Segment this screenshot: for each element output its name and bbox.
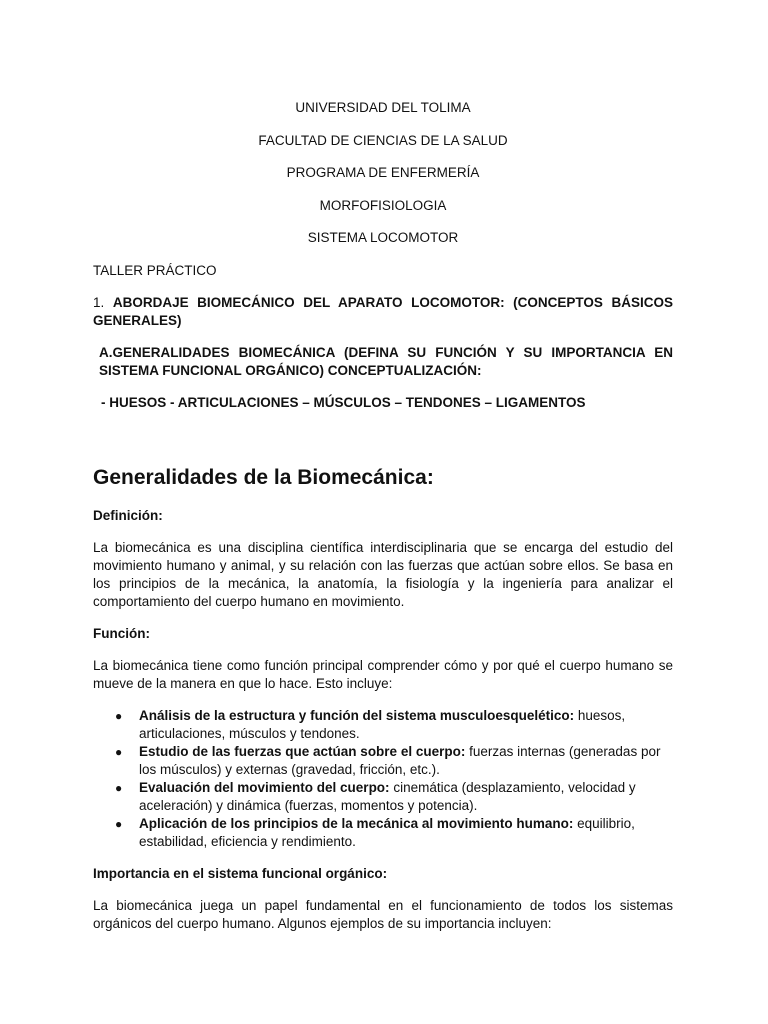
funcion-text: La biomecánica tiene como función principal comprender cómo y por qué el cuerpo humano se mueve de la manera en que lo hace. Esto incluye: bbox=[93, 658, 673, 691]
question-a: A.GENERALIDADES BIOMECÁNICA (DEFINA SU FUNCIÓN Y SU IMPORTANCIA EN SISTEMA FUNCIONAL ORGÁNICO) CONCEPTUALIZACIÓN: bbox=[99, 345, 673, 378]
bullet-icon: ● bbox=[115, 781, 123, 795]
document-body bbox=[93, 99, 673, 947]
section-title: Generalidades de la Biomecánica: bbox=[93, 466, 434, 489]
bullet-text: fuerzas internas (generadas por los músculos) y externas (gravedad, fricción, etc.). bbox=[139, 744, 661, 777]
bullet-text: equilibrio, estabilidad, eficiencia y rendimiento. bbox=[139, 816, 635, 849]
bullet-item bbox=[93, 743, 673, 779]
importancia-heading: Importancia en el sistema funcional orgánico: bbox=[93, 866, 388, 881]
bullet-item bbox=[93, 815, 673, 851]
bullet-item bbox=[93, 707, 673, 743]
bullet-icon: ● bbox=[115, 709, 123, 723]
bullet-icon: ● bbox=[115, 817, 123, 831]
header-faculty: FACULTAD DE CIENCIAS DE LA SALUD bbox=[258, 132, 508, 148]
taller-label: TALLER PRÁCTICO bbox=[93, 262, 217, 278]
bullet-bold: Aplicación de los principios de la mecánica al movimiento humano: bbox=[139, 816, 574, 831]
header-topic: SISTEMA LOCOMOTOR bbox=[307, 230, 459, 245]
bullet-bold: Evaluación del movimiento del cuerpo: bbox=[139, 780, 390, 795]
importancia-text: La biomecánica juega un papel fundamental en el funcionamiento de todos los sistemas orgánicos del cuerpo humano. Algunos ejemplos de su importancia incluyen: bbox=[93, 898, 673, 931]
bullet-bold: Análisis de la estructura y función del sistema musculoesquelético: bbox=[139, 708, 575, 723]
header-university: UNIVERSIDAD DEL TOLIMA bbox=[295, 100, 471, 115]
bullet-text: cinemática (desplazamiento, velocidad y aceleración) y dinámica (fuerzas, momentos y potencia). bbox=[139, 780, 636, 813]
bullet-item bbox=[93, 779, 673, 815]
definicion-heading: Definición: bbox=[93, 508, 163, 523]
bullet-bold: Estudio de las fuerzas que actúan sobre el cuerpo: bbox=[139, 744, 466, 759]
bullet-icon: ● bbox=[115, 745, 123, 759]
topics-list: - HUESOS - ARTICULACIONES – MÚSCULOS – TENDONES – LIGAMENTOS bbox=[101, 395, 586, 410]
definicion-text: La biomecánica es una disciplina científica interdisciplinaria que se encarga del estudio del movimiento humano y animal, y su relación con las fuerzas que actúan sobre ellos. Se basa en los principios de la mecánica, la anatomía, la fisiología y la ingeniería para analizar el comportamiento del cuerpo humano en movimiento. bbox=[93, 540, 673, 609]
bullet-text: huesos, articulaciones, músculos y tendones. bbox=[139, 708, 626, 741]
funcion-bullet-list bbox=[93, 707, 673, 851]
funcion-heading: Función: bbox=[93, 626, 150, 641]
question-1-number: 1. bbox=[93, 295, 113, 310]
header-course: MORFOFISIOLOGIA bbox=[319, 197, 447, 213]
question-1-text: ABORDAJE BIOMECÁNICO DEL APARATO LOCOMOTOR: (CONCEPTOS BÁSICOS GENERALES) bbox=[93, 295, 673, 328]
question-1 bbox=[93, 294, 673, 330]
header-program: PROGRAMA DE ENFERMERÍA bbox=[286, 165, 480, 180]
